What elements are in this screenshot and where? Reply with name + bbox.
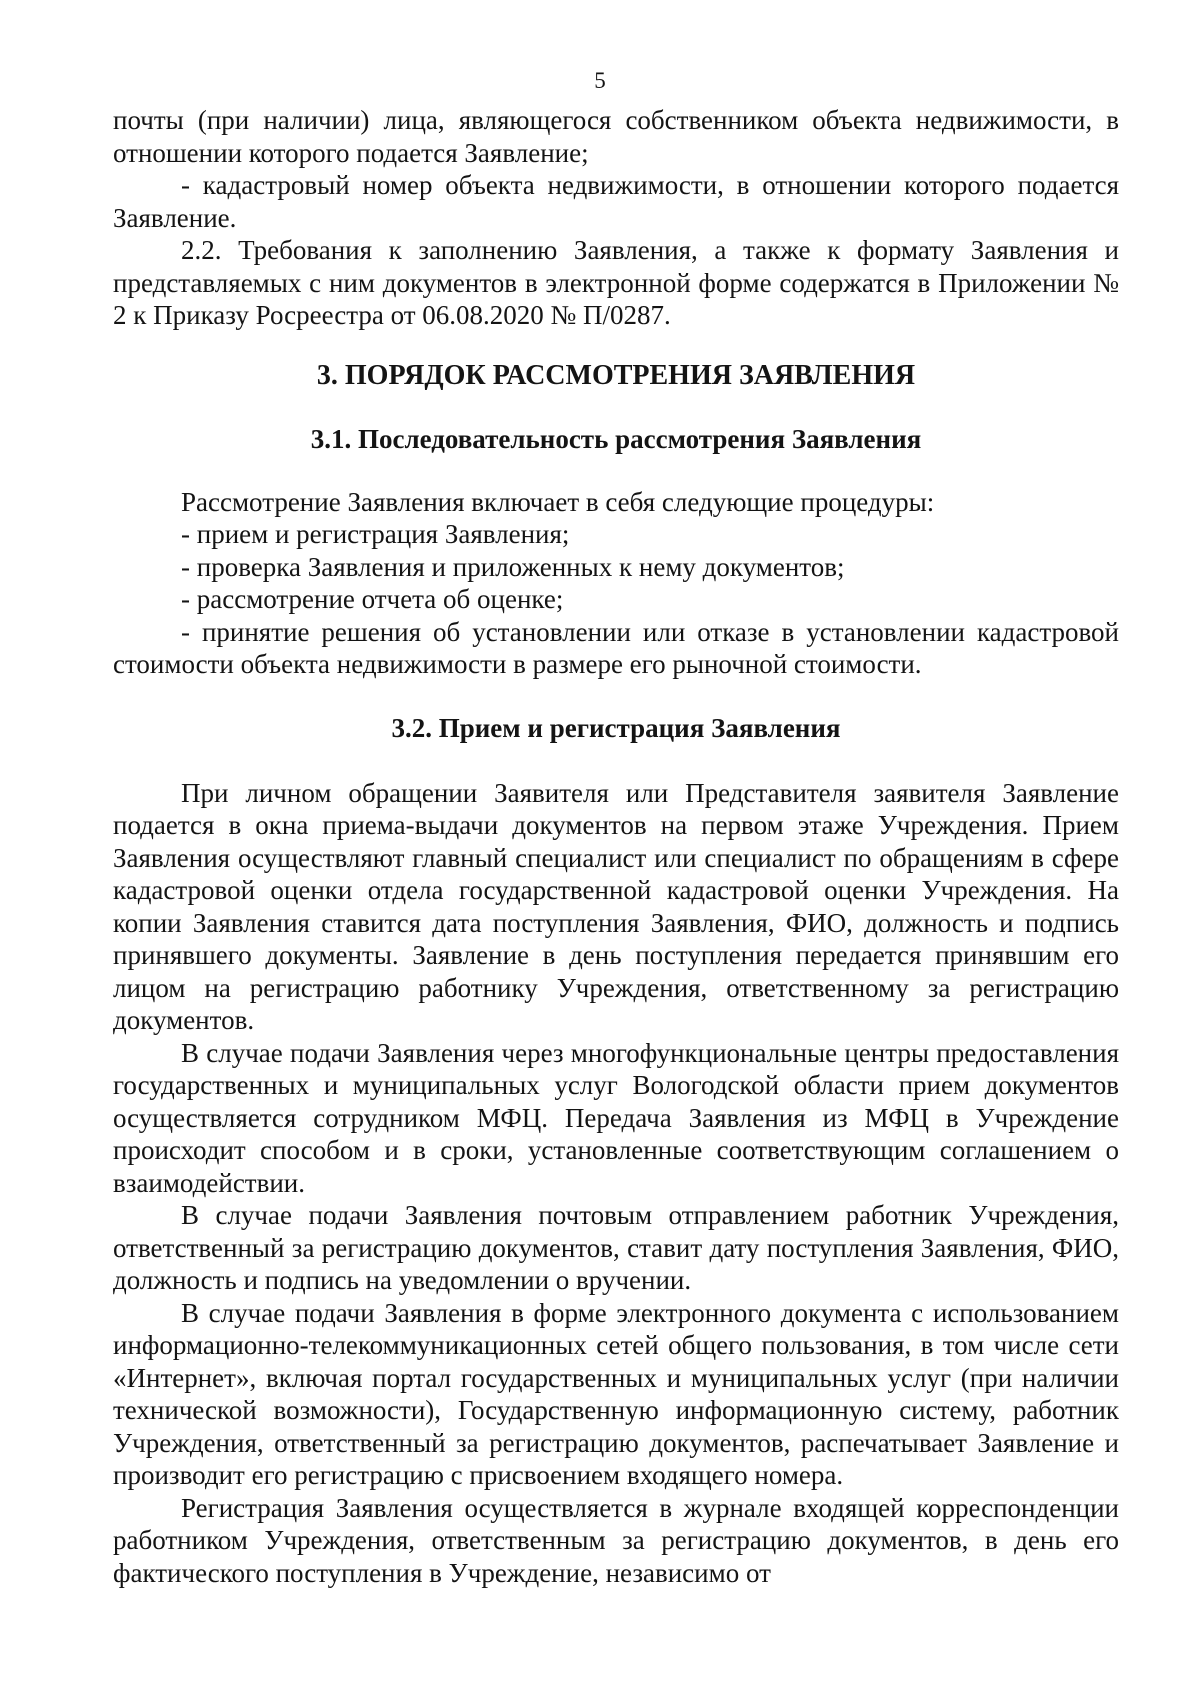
procedures-lead: Рассмотрение Заявления включает в себя следующие процедуры: xyxy=(181,486,935,517)
paragraph-requirements: 2.2. Требования к заполнению Заявления, а также к формату Заявления и представляемых с ним документов в электронной форме содержатся в Приложении № 2 к Приказу Росреестра от 06.08.2020 № П/0287. xyxy=(113,235,1119,330)
paragraph-electronic-submission: В случае подачи Заявления в форме электронного документа с использованием информационно-телекоммуникационных сетей общего пользования, в том числе сети «Интернет», включая портал государственных и муниципальных услуг (при наличии технической возможности), Государственную информационную систему, работник Учреждения, ответственный за регистрацию документов, распечатывает Заявление и производит его регистрацию с присвоением входящего номера. xyxy=(113,1297,1119,1490)
procedure-item: - проверка Заявления и приложенных к нему документов; xyxy=(181,551,845,582)
paragraph-personal-submission: При личном обращении Заявителя или Представителя заявителя Заявление подается в окна приема-выдачи документов на первом этаже Учреждения. Прием Заявления осуществляют главный специалист или специалист по обращениям в сфере кадастровой оценки отдела государственной кадастровой оценки Учреждения. На копии Заявления ставится дата поступления Заявления, ФИО, должность и подпись принявшего документы. Заявление в день поступления передается принявшим его лицом на регистрацию работнику Учреждения, ответственному за регистрацию документов. xyxy=(113,777,1119,1035)
subsection-3-2-heading: 3.2. Прием и регистрация Заявления xyxy=(391,712,841,743)
paragraph-registration: Регистрация Заявления осуществляется в журнале входящей корреспонденции работником Учреждения, ответственным за регистрацию документов, в день его фактического поступления в Учреждение, независимо от xyxy=(113,1492,1119,1588)
paragraph-mfc-submission: В случае подачи Заявления через многофункциональные центры предоставления государственных и муниципальных услуг Вологодской области прием документов осуществляется сотрудником МФЦ. Передача Заявления из МФЦ в Учреждение происходит способом и в сроки, установленные соответствующим соглашением о взаимодействии. xyxy=(113,1037,1119,1198)
page-number: 5 xyxy=(594,68,606,93)
section-3-heading: 3. ПОРЯДОК РАССМОТРЕНИЯ ЗАЯВЛЕНИЯ xyxy=(316,359,916,391)
paragraph-postal-submission: В случае подачи Заявления почтовым отправлением работник Учреждения, ответственный за регистрацию документов, ставит дату поступления Заявления, ФИО, должность и подпись на уведомлении о вручении. xyxy=(113,1200,1119,1295)
subsection-3-1-heading: 3.1. Последовательность рассмотрения Заявления xyxy=(310,423,922,454)
paragraph-contact-info: почты (при наличии) лица, являющегося собственником объекта недвижимости, в отношении которого подается Заявление; xyxy=(113,105,1119,168)
document-body xyxy=(113,104,1119,1589)
paragraph-cadastral-number: - кадастровый номер объекта недвижимости, в отношении которого подается Заявление. xyxy=(113,170,1119,233)
procedure-item: - рассмотрение отчета об оценке; xyxy=(181,584,564,614)
procedure-item: - принятие решения об установлении или отказе в установлении кадастровой стоимости объекта недвижимости в размере его рыночной стоимости. xyxy=(113,616,1119,679)
procedure-item: - прием и регистрация Заявления; xyxy=(181,519,570,549)
